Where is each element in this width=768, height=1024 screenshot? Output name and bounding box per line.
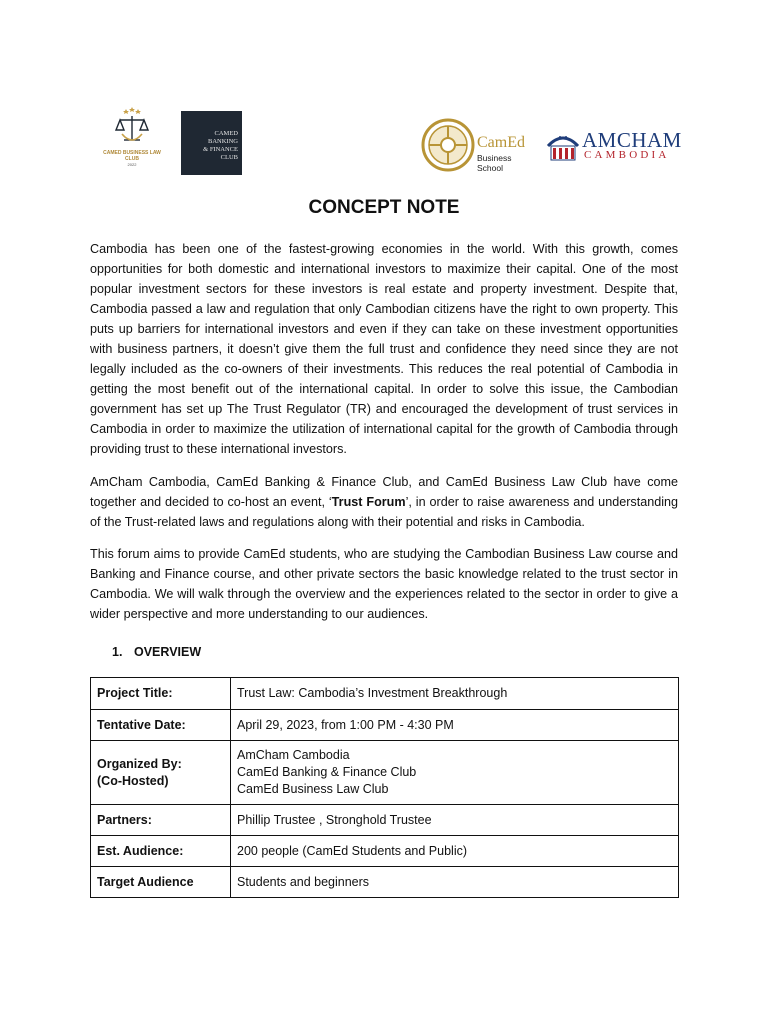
camed-business-school-logo xyxy=(421,118,536,172)
table-row xyxy=(91,805,679,836)
organized-by-label xyxy=(91,741,231,805)
organizer-item: AmCham Cambodia xyxy=(237,748,350,762)
law-club-line3: 2022 xyxy=(127,162,137,167)
amcham-logo-sub: CAMBODIA xyxy=(584,149,670,161)
organized-by-value xyxy=(231,741,679,805)
intro-paragraph: Cambodia has been one of the fastest-growing economies in the world. With this growth, comes opportunities for both domestic and international investors to maximize their capital. One of the most popular investment sectors for these investors is real estate and property investment. Despite that, Cambodia passed a law and regulation that only Cambodian citizens have the right to own property. This puts up barriers for international investors and even if they can take on these investment opportunities with business partners, it doesn’t give them the full trust and confidence they need since they are not legally included as the co-owners of their investments. This reduces the real potential of Cambodia in getting the most benefit out of the international capital. In order to solve this issue, the Cambodian government has set up The Trust Regulator (TR) and encouraged the development of trust services in Cambodia in order to maximize the utilization of international capital for the growth of Cambodia through providing trust to these international investors. xyxy=(90,242,678,456)
camed-logo-sub: Business School xyxy=(477,153,512,173)
law-club-line1: CAMED BUSINESS LAW xyxy=(103,150,161,156)
table-row xyxy=(91,867,679,898)
bank-logo-line2: & FINANCE xyxy=(203,146,238,153)
section-number: 1. xyxy=(112,645,123,659)
table-row xyxy=(91,678,679,710)
law-club-line2: CLUB xyxy=(125,156,139,162)
organized-by-label-line2: (Co-Hosted) xyxy=(97,773,169,788)
camed-banking-finance-club-logo xyxy=(181,111,242,175)
project-title-value: Trust Law: Cambodia’s Investment Breakthrough xyxy=(231,678,679,710)
camed-emblem-icon xyxy=(421,118,475,172)
amcham-emblem-icon xyxy=(546,128,580,162)
page-title: CONCEPT NOTE xyxy=(308,197,460,218)
trust-forum-name: Trust Forum xyxy=(331,495,406,509)
cohost-text-before: AmCham Cambodia, CamEd Banking & Finance Club, and CamEd Business Law Club have come together and decided to co-host an event, ‘ xyxy=(90,475,678,509)
bank-logo-line3: CLUB xyxy=(220,154,238,161)
bank-logo-line1: CAMED BANKING xyxy=(208,130,238,145)
camed-business-law-club-logo xyxy=(100,106,164,178)
tentative-date-label: Tentative Date: xyxy=(91,710,231,741)
cohost-paragraph xyxy=(90,472,678,532)
aims-paragraph: This forum aims to provide CamEd students, who are studying the Cambodian Business Law course and Banking and Finance course, and other private sectors the basic knowledge related to the trust sector in Cambodia. We will walk through the overview and the experiences related to the sector in order to give a wider perspective and more understanding to our audiences. xyxy=(90,547,678,621)
partners-label: Partners: xyxy=(91,805,231,836)
target-audience-label: Target Audience xyxy=(91,867,231,898)
project-title-label: Project Title: xyxy=(91,678,231,710)
cohost-text-after: ’, in order to raise awareness and understanding of the Trust-related laws and regulations along with their potential and risks in Cambodia. xyxy=(90,495,679,529)
scales-of-justice-icon xyxy=(112,106,152,150)
overview-table xyxy=(90,677,679,898)
partners-value: Phillip Trustee , Stronghold Trustee xyxy=(231,805,679,836)
target-audience-value: Students and beginners xyxy=(231,867,679,898)
section-heading-text: OVERVIEW xyxy=(134,645,202,659)
organizer-item: CamEd Banking & Finance Club xyxy=(237,765,417,779)
table-row xyxy=(91,836,679,867)
organizer-item: CamEd Business Law Club xyxy=(237,782,389,796)
overview-heading xyxy=(112,645,201,659)
table-row xyxy=(91,741,679,805)
est-audience-value: 200 people (CamEd Students and Public) xyxy=(231,836,679,867)
tentative-date-value: April 29, 2023, from 1:00 PM - 4:30 PM xyxy=(231,710,679,741)
organized-by-label-line1: Organized By: xyxy=(97,756,182,771)
amcham-cambodia-logo xyxy=(546,128,682,164)
table-row xyxy=(91,710,679,741)
camed-logo-name: CamEd xyxy=(477,134,525,151)
amcham-logo-name: AMCHAM xyxy=(582,128,682,152)
est-audience-label: Est. Audience: xyxy=(91,836,231,867)
